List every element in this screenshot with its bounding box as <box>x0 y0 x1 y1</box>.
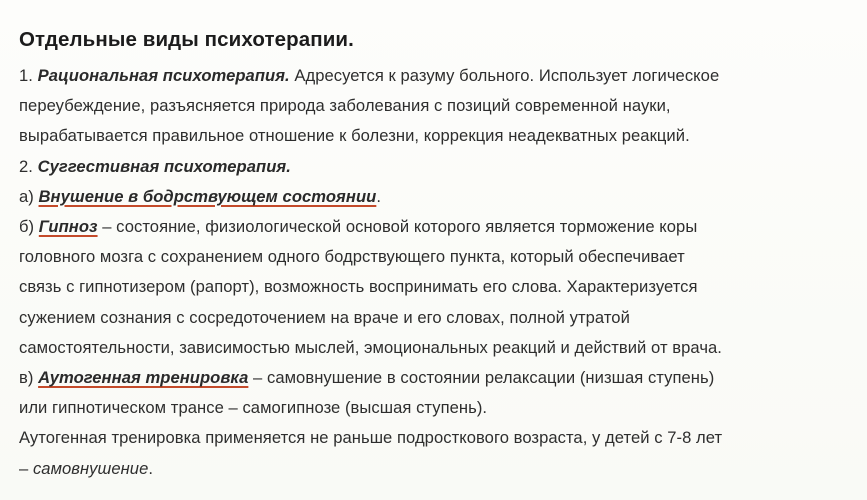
subitem-prefix: а) <box>19 186 39 206</box>
term-rational-psychotherapy: Рациональная психотерапия. <box>37 66 290 85</box>
paragraph-rational-line-2: переубеждение, разъясняется природа заболевания с позиций современной науки, <box>19 96 671 116</box>
term-hypnosis: Гипноз <box>38 217 98 237</box>
item-number: 2. <box>19 156 38 176</box>
term-autogenic-training: Аутогенная тренировка <box>38 368 249 388</box>
item-number: 1. <box>19 66 38 85</box>
paragraph-last-line-1: Аутогенная тренировка применяется не раньше подросткового возраста, у детей с 7-8 лет <box>19 428 723 448</box>
paragraph-text: – состояние, физиологической основой которого является торможение коры <box>97 217 698 237</box>
subitem-b-line-4: сужением сознания с сосредоточением на враче и его словах, полной утратой <box>19 307 630 327</box>
paragraph-last-line-2 <box>19 454 857 484</box>
term-self-suggestion: самовнушение <box>32 458 149 478</box>
subitem-prefix: в) <box>19 368 39 388</box>
subitem-b-line-1 <box>19 212 857 242</box>
subitem-b-line-3: связь с гипнотизером (рапорт), возможность воспринимать его слова. Характеризуется <box>19 277 698 297</box>
term-waking-suggestion: Внушение в бодрствующем состоянии <box>38 186 377 206</box>
subitem-b-line-5: самостоятельности, зависимостью мыслей, эмоциональных реакций и действий от врача. <box>19 337 722 357</box>
subitem-a <box>19 182 857 212</box>
subitem-prefix: б) <box>19 217 39 237</box>
subitem-v-line-2: или гипнотическом трансе – самогипнозе (высшая ступень). <box>19 398 488 418</box>
paragraph-suffix: . <box>148 458 154 478</box>
subitem-b-line-2: головного мозга с сохранением одного бодрствующего пункта, который обеспечивает <box>19 247 685 267</box>
paragraph-rational-line-3: вырабатывается правильное отношение к болезни, коррекция неадекватных реакций. <box>19 126 690 146</box>
subitem-suffix: . <box>376 186 381 206</box>
document-title: Отдельные виды психотерапии. <box>19 28 354 51</box>
dash: – <box>19 458 33 478</box>
paragraph-text: Адресуется к разуму больного. Использует логическое <box>289 66 720 85</box>
paragraph-suggestive <box>19 152 857 182</box>
paragraph-rational-line-1 <box>19 61 857 91</box>
paragraph-text: – самовнушение в состоянии релаксации (низшая ступень) <box>248 368 715 388</box>
term-suggestive-psychotherapy: Суггестивная психотерапия. <box>37 156 291 176</box>
subitem-v-line-1 <box>19 363 857 393</box>
